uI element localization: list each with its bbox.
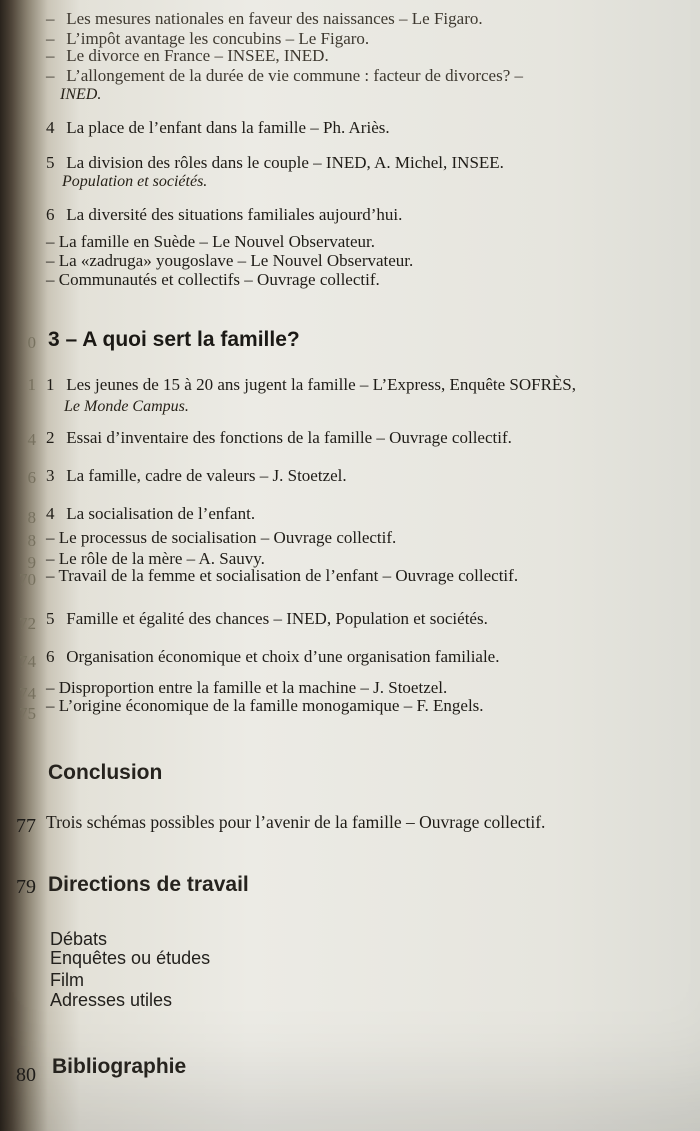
toc-entry-text: Essai d’inventaire des fonctions de la famille – Ouvrage collectif. xyxy=(66,428,512,447)
toc-entry-text: La place de l’enfant dans la famille – Ph. Ariès. xyxy=(66,118,390,137)
toc-subentry xyxy=(46,529,682,547)
toc-subentry xyxy=(46,271,682,289)
dash-prefix: – xyxy=(46,29,55,48)
dash-prefix: – xyxy=(46,46,55,65)
list-item: Débats xyxy=(50,929,108,949)
toc-entry xyxy=(46,610,682,628)
page-number: 8 xyxy=(27,508,36,527)
entry-number: 3 xyxy=(46,466,55,485)
entry-number: 5 xyxy=(46,153,55,172)
entry-number: 4 xyxy=(46,504,55,523)
dash-prefix: – xyxy=(46,9,55,28)
page-number: 77 xyxy=(16,815,36,837)
toc-entry xyxy=(46,429,682,447)
page-number: 0 xyxy=(27,333,36,352)
list-item: Enquêtes ou études xyxy=(50,948,211,968)
section-heading-bibliography: Bibliographie xyxy=(52,1055,187,1078)
toc-subentry xyxy=(46,567,682,585)
page-number: 72 xyxy=(19,614,36,633)
toc-subentry-text: – La famille en Suède – Le Nouvel Observateur. xyxy=(46,232,376,251)
toc-entry xyxy=(46,119,682,137)
section-heading-directions: Directions de travail xyxy=(48,873,249,896)
toc-entry xyxy=(46,648,682,666)
page-number: 80 xyxy=(16,1064,36,1086)
page-number: 6 xyxy=(27,468,36,487)
toc-entry-text: La division des rôles dans le couple – INED, A. Michel, INSEE. xyxy=(66,153,504,172)
entry-number: 6 xyxy=(46,205,55,224)
toc-entry xyxy=(46,467,682,485)
toc-entry-text: La socialisation de l’enfant. xyxy=(66,504,256,523)
toc-subentry-text: Les mesures nationales en faveur des naissances – Le Figaro. xyxy=(66,9,483,28)
entry-number: 5 xyxy=(46,609,55,628)
toc-subentry-continuation: INED. xyxy=(60,86,102,103)
entry-number: 1 xyxy=(46,375,55,394)
chapter-heading xyxy=(48,328,300,352)
toc-entry-continuation: Population et sociétés. xyxy=(62,173,208,190)
page-number: 4 xyxy=(27,430,36,449)
chapter-number: 3 xyxy=(48,328,60,351)
toc-entry-text: La famille, cadre de valeurs – J. Stoetzel. xyxy=(66,466,347,485)
toc-entry-continuation: Le Monde Campus. xyxy=(64,398,189,415)
page-number: 79 xyxy=(16,876,36,898)
toc-subentry-text: – La «zadruga» yougoslave – Le Nouvel Observateur. xyxy=(46,251,414,270)
entry-number: 6 xyxy=(46,647,55,666)
toc-subentry xyxy=(46,679,682,697)
toc-entry xyxy=(46,505,682,523)
toc-entry-text: La diversité des situations familiales aujourd’hui. xyxy=(66,205,403,224)
chapter-title: – A quoi sert la famille? xyxy=(65,328,300,351)
toc-subentry-text: – Le processus de socialisation – Ouvrage collectif. xyxy=(46,528,397,547)
toc-subentry xyxy=(46,697,682,715)
toc-entry-text: Trois schémas possibles pour l’avenir de la famille – Ouvrage collectif. xyxy=(46,812,546,832)
toc-entry xyxy=(46,813,682,831)
toc-entry-text: Organisation économique et choix d’une organisation familiale. xyxy=(66,647,500,666)
toc-subentry xyxy=(46,233,682,251)
toc-subentry xyxy=(46,10,682,28)
toc-entry xyxy=(46,206,682,224)
toc-subentry-text: – Le rôle de la mère – A. Sauvy. xyxy=(46,549,265,568)
toc-subentry-text: – Communautés et collectifs – Ouvrage collectif. xyxy=(46,270,380,289)
dash-prefix: – xyxy=(46,66,55,85)
list-item: Adresses utiles xyxy=(50,990,173,1010)
toc-subentry xyxy=(46,47,682,65)
toc-subentry-text: – L’origine économique de la famille monogamique – F. Engels. xyxy=(46,696,484,715)
list-item: Film xyxy=(50,970,84,990)
toc-subentry-text: L’allongement de la durée de vie commune : facteur de divorces? – xyxy=(66,66,524,85)
section-heading-conclusion: Conclusion xyxy=(48,761,163,784)
page-number: 70 xyxy=(19,570,36,589)
toc-subentry-text: – Disproportion entre la famille et la machine – J. Stoetzel. xyxy=(46,678,448,697)
entry-number: 4 xyxy=(46,118,55,137)
page-number: 74 xyxy=(19,652,36,671)
toc-entry-text: Famille et égalité des chances – INED, Population et sociétés. xyxy=(66,609,488,628)
toc-subentry xyxy=(46,252,682,270)
toc-subentry-text: – Travail de la femme et socialisation de l’enfant – Ouvrage collectif. xyxy=(46,566,519,585)
toc-subentry xyxy=(46,67,682,85)
toc-entry-text: Les jeunes de 15 à 20 ans jugent la famille – L’Express, Enquête SOFRÈS, xyxy=(66,375,577,394)
page-number: 1 xyxy=(27,375,36,394)
toc-entry xyxy=(46,154,682,172)
page-number: 9 xyxy=(27,553,36,572)
toc-entry xyxy=(46,376,682,394)
page-number: 74 xyxy=(19,684,36,703)
entry-number: 2 xyxy=(46,428,55,447)
toc-subentry-text: Le divorce en France – INSEE, INED. xyxy=(66,46,329,65)
page-number: 8 xyxy=(27,531,36,550)
toc-subentry-text: L’impôt avantage les concubins – Le Figaro. xyxy=(66,29,370,48)
page-number: 75 xyxy=(19,704,36,723)
